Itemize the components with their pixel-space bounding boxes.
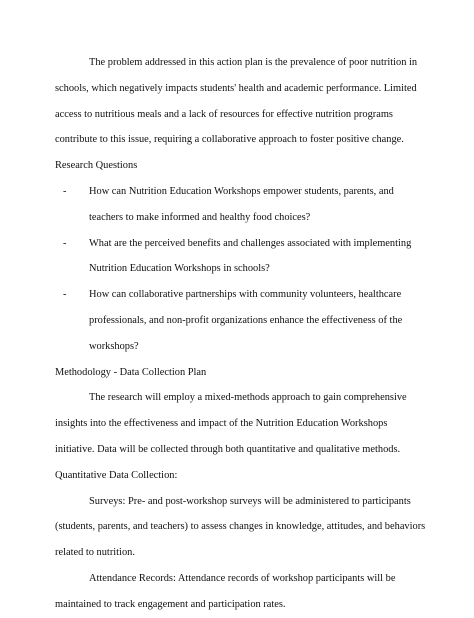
list-item	[55, 179, 427, 231]
list-item	[55, 282, 427, 359]
methodology-paragraph: The research will employ a mixed-methods approach to gain comprehensive insights into the effectiveness and impact of the Nutrition Education Workshops initiative. Data will be collected through both quantitative and qualitative methods.	[55, 392, 407, 455]
attendance-paragraph: Attendance Records: Attendance records of workshop participants will be maintained to track engagement and participation rates.	[55, 572, 396, 610]
research-questions-list	[55, 179, 427, 360]
list-bullet: -	[63, 185, 67, 197]
document-page	[55, 50, 427, 618]
question-text: How can Nutrition Education Workshops empower students, parents, and teachers to make informed and healthy food choices?	[89, 185, 394, 223]
question-text: What are the perceived benefits and challenges associated with implementing Nutrition Education Workshops in schools?	[89, 237, 412, 275]
list-bullet: -	[63, 237, 67, 249]
intro-paragraph: The problem addressed in this action plan is the prevalence of poor nutrition in schools, which negatively impacts students' health and academic performance. Limited access to nutritious meals and a lack of resources for effective nutrition programs contribute to this issue, requiring a collaborative approach to foster positive change.	[55, 57, 418, 146]
research-questions-heading: Research Questions	[55, 160, 138, 172]
quantitative-heading: Quantitative Data Collection:	[55, 469, 178, 481]
methodology-heading: Methodology - Data Collection Plan	[55, 366, 207, 378]
list-bullet: -	[63, 289, 67, 301]
question-text: How can collaborative partnerships with community volunteers, healthcare professionals, and non-profit organizations enhance the effectiveness of the workshops?	[89, 289, 403, 352]
surveys-paragraph: Surveys: Pre- and post-workshop surveys will be administered to participants (students, parents, and teachers) to assess changes in knowledge, attitudes, and behaviors related to nutrition.	[55, 495, 426, 559]
list-item	[55, 231, 427, 283]
